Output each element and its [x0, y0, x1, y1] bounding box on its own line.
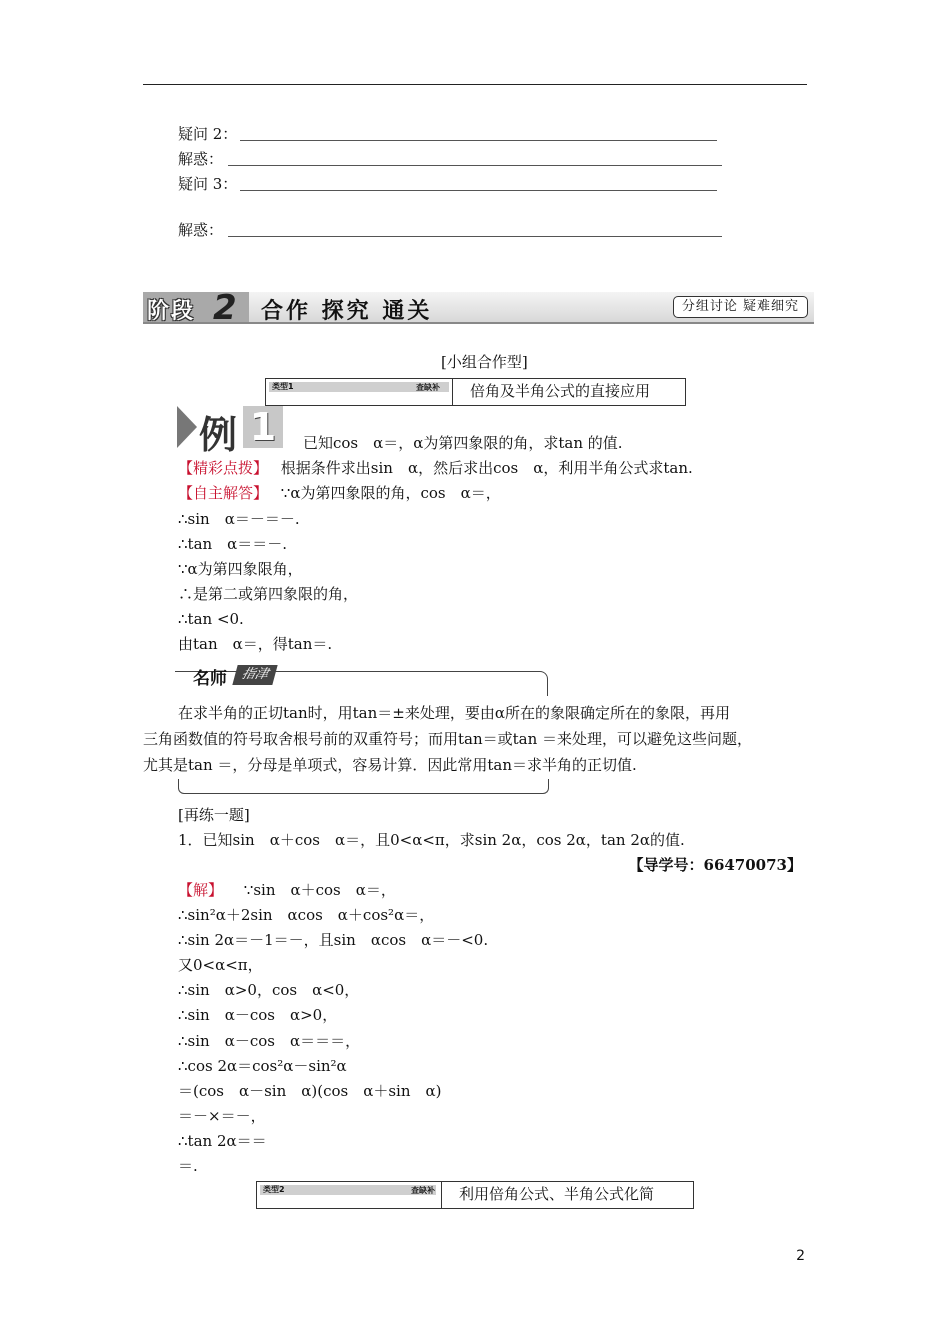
example-number: 1	[243, 406, 283, 448]
type1-side-tag: 查缺补	[416, 382, 440, 392]
solution-line: ∴tan α＝＝－.	[178, 535, 288, 553]
solve-step: ∴sin α>0，cos α<0，	[178, 981, 360, 999]
answer-2-line[interactable]	[228, 165, 722, 166]
solve-step: ∴sin 2α＝－1＝－，且sin αcos α＝－<0.	[178, 931, 489, 949]
solution-line: ∵α为第四象限角，	[178, 560, 303, 578]
teacher-note-line: 在求半角的正切tan时，用tan＝±来处理，要由α所在的象限确定所在的象限，再用	[178, 704, 730, 722]
type1-box	[265, 378, 686, 406]
solve-step: ∴sin²α＋2sin αcos α＋cos²α＝，	[178, 906, 435, 924]
solve-step: ∴cos 2α＝cos²α－sin²α	[178, 1057, 347, 1075]
solve-first: ∵sin α＋cos α＝，	[243, 881, 396, 899]
answer-2-label: 解惑：	[178, 150, 224, 168]
solution-line: 由tan α＝，得tan＝.	[178, 635, 333, 653]
answer-3-label: 解惑：	[178, 221, 224, 239]
question-2-label: 疑问 2：	[178, 125, 238, 143]
header-rule	[143, 84, 807, 85]
solve-step: ＝－×＝－，	[178, 1107, 266, 1125]
answer-label: 【自主解答】	[178, 484, 269, 502]
hint-label: 【精彩点拨】	[178, 459, 269, 477]
type2-badge: 类型2	[260, 1185, 436, 1195]
teacher-note-tag-right: 指津	[232, 665, 277, 685]
stage-label: 阶段	[147, 299, 196, 324]
page-number: 2	[796, 1248, 805, 1264]
answer-text: ∵α为第四象限的角，cos α＝，	[280, 484, 501, 502]
example-word: 例	[199, 413, 238, 457]
solve-step: ＝(cos α－sin α)(cos α＋sin α)	[178, 1082, 442, 1100]
type1-title: 倍角及半角公式的直接应用	[470, 382, 651, 400]
stage-banner	[143, 288, 814, 328]
stage-badge	[143, 288, 249, 328]
teacher-note-tag-left: 名师	[193, 669, 227, 689]
teacher-note-line: 尤其是tan ＝，分母是单项式，容易计算．因此常用tan＝求半角的正切值.	[143, 756, 637, 774]
solve-step: ＝.	[178, 1157, 198, 1175]
group-type-label: [小组合作型]	[441, 353, 528, 371]
solve-step: ∴sin α－cos α>0，	[178, 1006, 338, 1024]
solution-line: ∴tan <0.	[178, 610, 244, 628]
example-text: 已知cos α＝，α为第四象限的角，求tan 的值.	[303, 434, 623, 452]
practice-question: 1．已知sin α＋cos α＝，且0<α<π，求sin 2α，cos 2α，tan 2α的值.	[178, 831, 685, 849]
stage-tag: 分组讨论 疑难细究	[673, 296, 808, 318]
solve-step: 又0<α<π，	[178, 956, 263, 974]
note-frame-bottom	[178, 779, 549, 794]
type1-badge: 类型1	[269, 382, 449, 392]
type2-divider	[441, 1182, 442, 1208]
hint-line	[178, 458, 693, 478]
type2-side-tag: 查缺补	[411, 1185, 435, 1195]
solution-line: ∴sin α＝－＝－.	[178, 510, 300, 528]
solution-line: ∴是第二或第四象限的角，	[178, 585, 359, 603]
type2-box	[256, 1181, 694, 1209]
stage-number: 2	[213, 288, 237, 328]
question-2-line[interactable]	[240, 140, 717, 141]
type1-divider	[452, 379, 453, 405]
practice-label: [再练一题]	[178, 806, 250, 824]
hint-text: 根据条件求出sin α，然后求出cos α，利用半角公式求tan.	[280, 459, 693, 477]
solve-step: ∴sin α－cos α＝＝＝，	[178, 1032, 361, 1050]
answer-3-line[interactable]	[228, 236, 722, 237]
solve-line	[178, 880, 396, 900]
stage-title: 合作 探究 通关	[261, 298, 433, 324]
solve-label: 【解】	[178, 881, 224, 899]
type2-title: 利用倍角公式、半角公式化简	[459, 1185, 655, 1203]
question-3-line[interactable]	[240, 190, 717, 191]
question-3-label: 疑问 3：	[178, 175, 238, 193]
guide-number: 【导学号：66470073】	[628, 856, 802, 874]
answer-line	[178, 483, 501, 503]
teacher-note-tag	[185, 664, 283, 689]
teacher-note-line: 三角函数值的符号取舍根号前的双重符号；而用tan＝或tan ＝来处理，可以避免这些问题，	[143, 730, 753, 748]
example-badge	[177, 405, 285, 457]
example-arrow-icon	[177, 406, 197, 448]
solve-step: ∴tan 2α＝＝	[178, 1132, 267, 1150]
